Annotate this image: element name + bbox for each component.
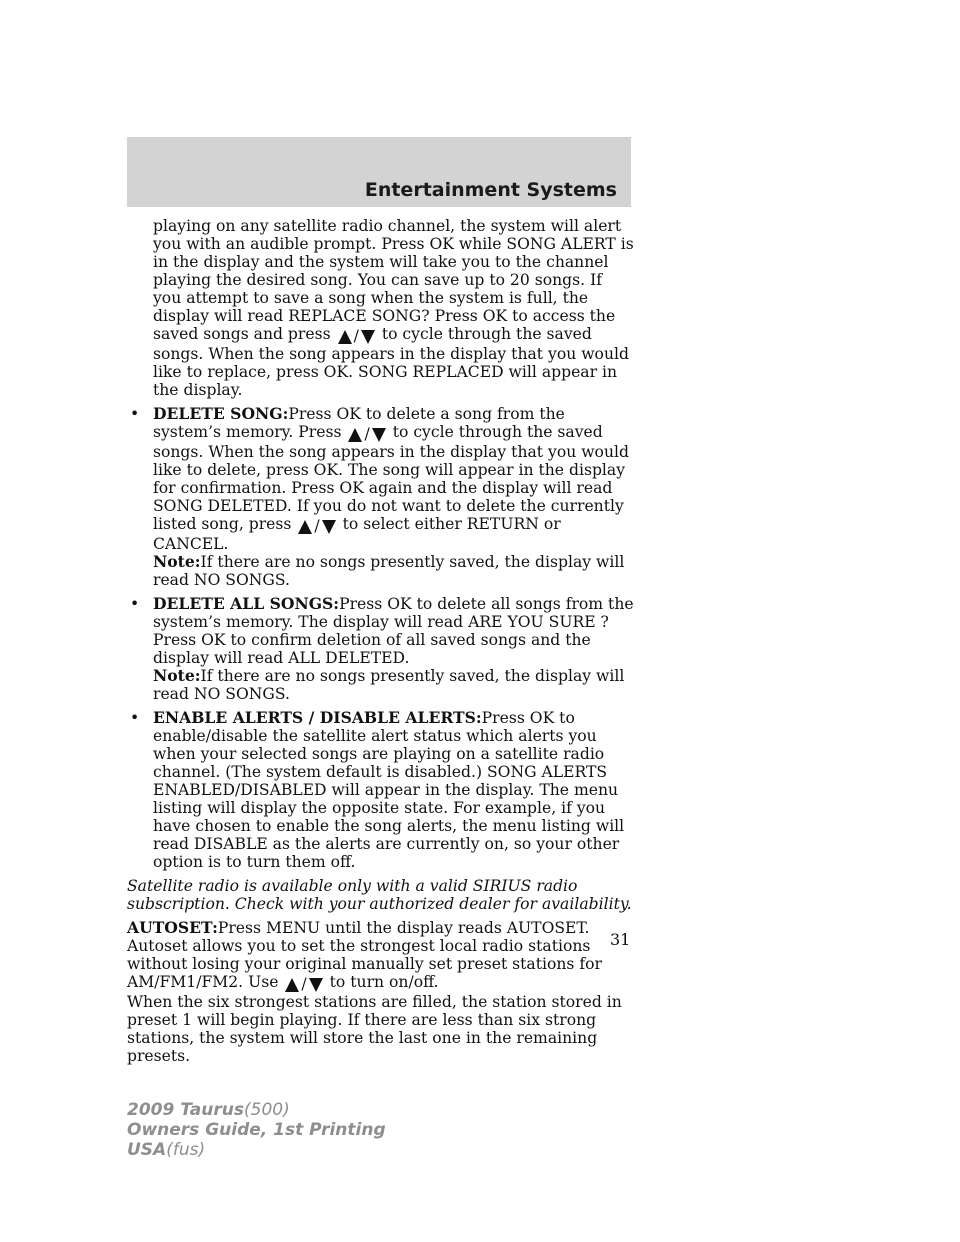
footer-guide: Owners Guide, 1st Printing xyxy=(127,1120,386,1140)
down-arrow-icon xyxy=(372,428,386,442)
bullet-mark: • xyxy=(130,709,140,727)
delete-all-note-text: If there are no songs presently saved, the display will read NO SONGS. xyxy=(153,667,625,703)
up-down-arrows: / xyxy=(285,975,322,993)
autoset-paragraph-2: When the six strongest stations are filled, the station stored in preset 1 will begin playing. If there are less than six strong stations, the system will store the last one in the remaining presets. xyxy=(127,993,622,1065)
up-arrow-icon xyxy=(285,978,299,992)
footer-model-line xyxy=(127,1100,386,1120)
song-alert-text-2: to cycle through the saved songs. When the song appears in the display that you would like to replace, press OK. SONG REPLACED will appear in the display. xyxy=(153,325,629,399)
autoset-text-2: to turn on/off. xyxy=(329,973,439,991)
page-content xyxy=(127,217,635,1065)
delete-all-text: Press OK to delete all songs from the system’s memory. The display will read ARE YOU SURE ? Press OK to confirm deletion of all saved songs and the display will read ALL DELETED. xyxy=(153,595,634,667)
footer xyxy=(127,1100,386,1160)
bullet-mark: • xyxy=(130,405,140,423)
delete-song-text-1: Press OK to delete a song from the system’s memory. Press xyxy=(153,405,565,441)
song-alert-paragraph xyxy=(127,217,635,399)
delete-all-songs-item xyxy=(127,595,635,703)
autoset-label: AUTOSET: xyxy=(127,918,218,937)
bullet-mark: • xyxy=(130,595,140,613)
section-title: Entertainment Systems xyxy=(364,179,617,201)
down-arrow-icon xyxy=(322,520,336,534)
down-arrow-icon xyxy=(309,978,323,992)
up-arrow-icon xyxy=(348,428,362,442)
up-down-arrows: / xyxy=(348,425,385,443)
delete-all-label: DELETE ALL SONGS: xyxy=(153,594,340,613)
up-down-arrows: / xyxy=(298,517,335,535)
sirius-note: Satellite radio is available only with a valid SIRIUS radio subscription. Check with your authorized dealer for availability. xyxy=(127,877,632,913)
page-number: 31 xyxy=(610,930,631,949)
autoset-text-1: Press MENU until the display reads AUTOSET. Autoset allows you to set the strongest local radio stations without losing your original manually set preset stations for AM/FM1/FM2. Use xyxy=(127,919,602,991)
delete-song-text-2: to cycle through the saved songs. When the song appears in the display that you would like to delete, press OK. The song will appear in the display for confirmation. Press OK again and the display will read SONG DELETED. If you do not want to delete the currently listed song, press xyxy=(153,423,629,533)
alerts-label: ENABLE ALERTS / DISABLE ALERTS: xyxy=(153,708,482,727)
autoset-paragraph xyxy=(127,919,635,993)
delete-song-text-3: to select either RETURN or CANCEL. xyxy=(153,515,561,553)
delete-song-item xyxy=(127,405,635,589)
footer-region-code: (fus) xyxy=(166,1140,206,1160)
up-arrow-icon xyxy=(338,330,352,344)
footer-region-line xyxy=(127,1140,386,1160)
footer-region: USA xyxy=(127,1140,167,1160)
delete-song-label: DELETE SONG: xyxy=(153,404,289,423)
footer-model: 2009 Taurus xyxy=(127,1100,244,1120)
footer-model-code: (500) xyxy=(244,1100,290,1120)
alerts-text: Press OK to enable/disable the satellite alert status which alerts you when your selected songs are playing on a satellite radio channel. (The system default is disabled.) SONG ALERTS ENABLED/DISABLED will appear in the display. The menu listing will display the opposite state. For example, if you have chosen to enable the song alerts, the menu listing will read DISABLE as the alerts are currently on, so your other option is to turn them off. xyxy=(153,709,625,871)
delete-song-note-text: If there are no songs presently saved, the display will read NO SONGS. xyxy=(153,553,625,589)
alerts-item xyxy=(127,709,635,871)
section-header-band xyxy=(127,137,631,207)
up-down-arrows: / xyxy=(338,327,375,345)
delete-all-note-label: Note: xyxy=(153,666,201,685)
down-arrow-icon xyxy=(361,330,375,344)
up-arrow-icon xyxy=(298,520,312,534)
song-alert-text-1: playing on any satellite radio channel, the system will alert you with an audible prompt. Press OK while SONG ALERT is in the display and the system will take you to the channel playing the desired song. You can save up to 20 songs. If you attempt to save a song when the system is full, the display will read REPLACE SONG? Press OK to access the saved songs and press xyxy=(153,217,634,343)
delete-song-note-label: Note: xyxy=(153,552,201,571)
